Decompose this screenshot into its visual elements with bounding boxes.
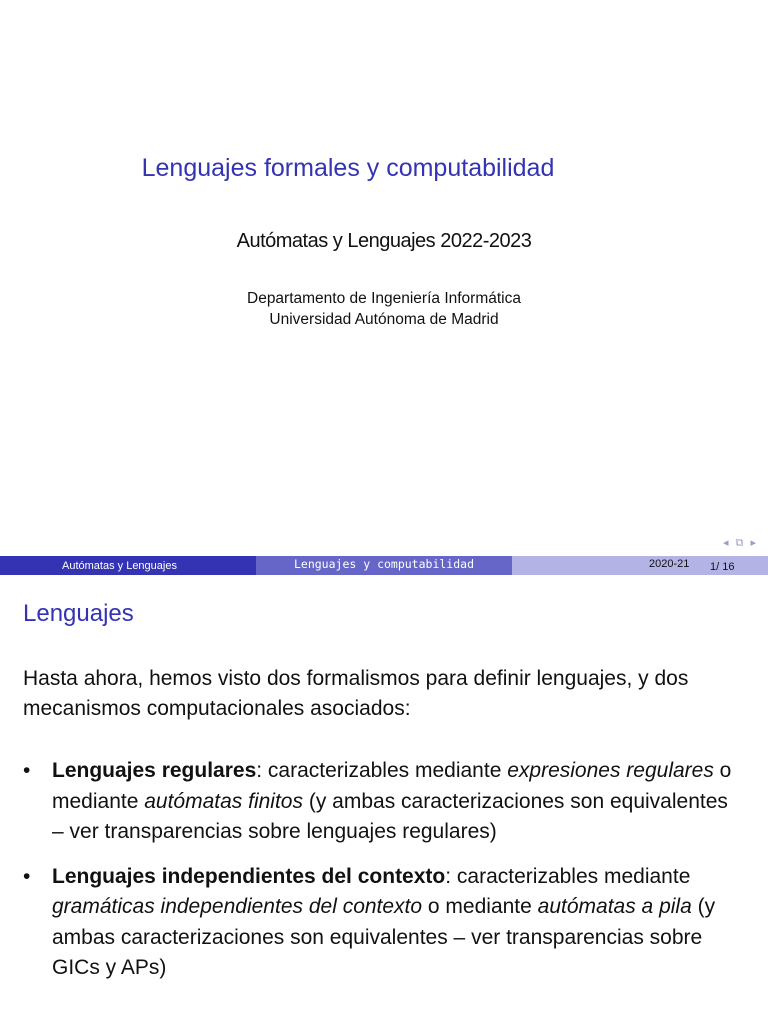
footer-course-label: Autómatas y Lenguajes [0, 556, 256, 575]
slide-title: Lenguajes formales y computabilidad [141, 154, 555, 182]
footer-topic-label: Lenguajes y computabilidad [256, 556, 512, 575]
slide-subtitle: Autómatas y Lenguajes 2022-2023 [236, 230, 532, 252]
footer-year: 2020-21 [649, 558, 690, 570]
bullet-term: Lenguajes independientes del contexto [52, 864, 446, 888]
list-item: • Lenguajes regulares: caracterizables mediante expresiones regulares o mediante autómatas finitos (y ambas caracterizaciones son equivalentes – ver transparencias sobre lenguajes regulares) [23, 756, 743, 848]
bullet-icon: • [23, 864, 31, 888]
institution-block [0, 288, 768, 330]
university-label: Universidad Autónoma de Madrid [269, 311, 499, 328]
department-label: Departamento de Ingeniería Informática [247, 290, 521, 307]
slide-footer [0, 556, 768, 575]
intro-paragraph: Hasta ahora, hemos visto dos formalismos para definir lenguajes, y dos mecanismos computacionales asociados: [23, 667, 689, 720]
bullet-icon: • [23, 759, 31, 782]
list-item: • Lenguajes independientes del contexto: caracterizables mediante gramáticas independientes del contexto o mediante autómatas a pila (y ambas caracterizaciones son equivalentes – ver transparencias sobre GICs y APs) [23, 862, 743, 984]
slide-navigation-icon[interactable]: ◂ ⧉ ▸ [722, 537, 758, 549]
bullet-list [23, 756, 743, 998]
bullet-term: Lenguajes regulares [52, 759, 257, 782]
footer-info [512, 556, 768, 575]
footer-page-number: 1/ 16 [710, 561, 735, 573]
frame-heading: Lenguajes [23, 600, 134, 627]
